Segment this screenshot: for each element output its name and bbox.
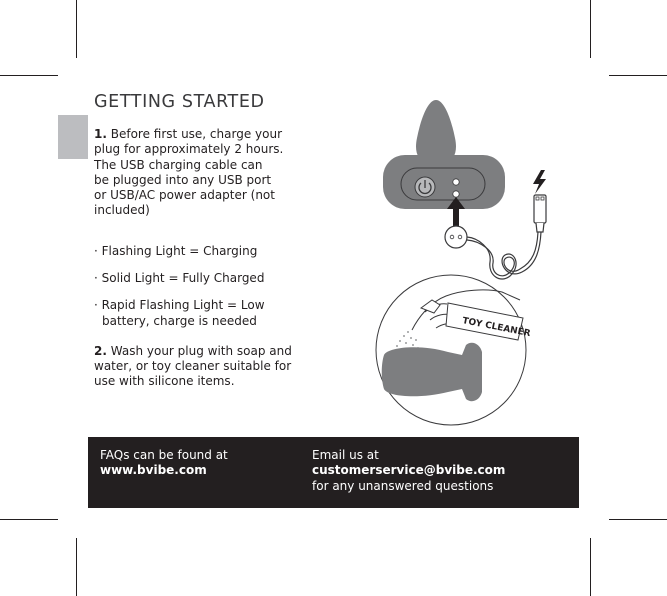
- light-charging: · Flashing Light = Charging: [94, 244, 258, 258]
- step-2-line-3: use with silicone items.: [94, 374, 235, 388]
- email-tail: for any unanswered questions: [312, 479, 494, 493]
- lightning-icon: [533, 170, 546, 194]
- magnetic-charger-head: [445, 226, 467, 248]
- faq-label: FAQs can be found at: [100, 448, 228, 462]
- usb-cable: [467, 232, 541, 279]
- light-low-line-2: battery, charge is needed: [102, 314, 257, 328]
- step-1-line-3: The USB charging cable can: [94, 157, 263, 172]
- step-1-number: 1.: [94, 127, 107, 141]
- step-1-line-2: plug for approximately 2 hours.: [94, 142, 284, 157]
- led-indicator: [453, 179, 459, 185]
- step-1-line-6: included): [94, 203, 150, 218]
- step-2-line-2: water, or toy cleaner suitable for: [94, 359, 292, 373]
- step-1-line-4: be plugged into any USB port: [94, 172, 272, 187]
- light-charged: · Solid Light = Fully Charged: [94, 271, 265, 285]
- light-low-line-1: · Rapid Flashing Light = Low: [94, 298, 265, 312]
- step-2-number: 2.: [94, 344, 107, 358]
- step-1-line-5: or USB/AC power adapter (not: [94, 188, 275, 203]
- email-label: Email us at: [312, 448, 379, 462]
- faq-link[interactable]: www.bvibe.com: [100, 463, 207, 477]
- email-link[interactable]: customerservice@bvibe.com: [312, 463, 506, 477]
- toy-cleaner-label: TOY CLEANER: [461, 316, 532, 340]
- contact-footer: [88, 437, 579, 508]
- plug-bulb: [416, 100, 456, 163]
- page-title: GETTING STARTED: [94, 92, 265, 112]
- step-2-line-1: 2. Wash your plug with soap and: [94, 344, 292, 358]
- step-1-line-1: 1. Before first use, charge your: [94, 127, 283, 141]
- charge-contact: [453, 191, 459, 197]
- plug-sideways: [382, 343, 482, 401]
